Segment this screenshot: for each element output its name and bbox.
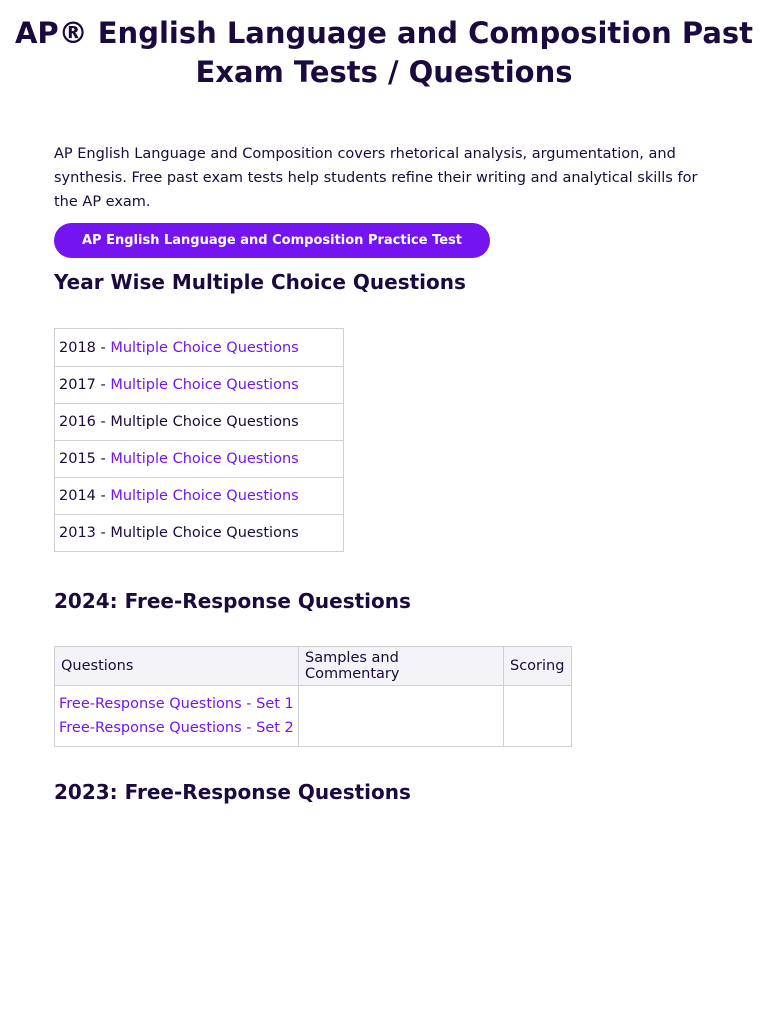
table-row: [55, 441, 344, 478]
year-label: 2016 -: [59, 414, 111, 430]
table-row: [55, 367, 344, 404]
frq-2023-heading: 2023: Free-Response Questions: [54, 780, 411, 804]
table-header-row: [55, 647, 572, 686]
frq-samples-cell: [299, 686, 504, 747]
year-label: 2018 -: [59, 339, 111, 356]
mcq-cell-2014: [55, 478, 344, 515]
table-row: [55, 404, 344, 441]
mcq-section-heading: Year Wise Multiple Choice Questions: [54, 270, 466, 294]
year-label: 2014 -: [59, 488, 111, 504]
table-row: [55, 515, 344, 552]
mcq-year-table: [54, 328, 344, 552]
column-header-samples: Samples and Commentary: [299, 647, 504, 686]
column-header-scoring: Scoring: [504, 647, 572, 686]
frq-scoring-cell: [504, 686, 572, 747]
mcq-cell-2018: [55, 329, 344, 367]
mcq-text-2016: Multiple Choice Questions: [110, 414, 299, 430]
frq-questions-cell: [55, 686, 299, 747]
year-label: 2015 -: [59, 451, 111, 467]
year-label: 2013 -: [59, 525, 111, 541]
mcq-link-2017[interactable]: Multiple Choice Questions: [110, 377, 299, 393]
frq-set-2-link[interactable]: Free-Response Questions - Set 2: [59, 720, 294, 736]
mcq-link-2018[interactable]: Multiple Choice Questions: [110, 339, 299, 356]
mcq-cell-2016: [55, 404, 344, 441]
table-row: [55, 329, 344, 367]
mcq-cell-2013: [55, 515, 344, 552]
mcq-cell-2015: [55, 441, 344, 478]
table-row: [55, 478, 344, 515]
year-label: 2017 -: [59, 377, 111, 393]
table-row: [55, 686, 572, 747]
column-header-questions: Questions: [55, 647, 299, 686]
mcq-link-2015[interactable]: Multiple Choice Questions: [110, 451, 299, 467]
frq-2024-heading: 2024: Free-Response Questions: [54, 589, 411, 613]
practice-test-button[interactable]: AP English Language and Composition Practice Test: [54, 223, 490, 258]
frq-2024-table: [54, 646, 572, 747]
mcq-text-2013: Multiple Choice Questions: [110, 525, 299, 541]
mcq-link-2014[interactable]: Multiple Choice Questions: [110, 488, 299, 504]
mcq-cell-2017: [55, 367, 344, 404]
frq-set-1-link[interactable]: Free-Response Questions - Set 1: [59, 696, 294, 712]
intro-paragraph: AP English Language and Composition covers rhetorical analysis, argumentation, and synthesis. Free past exam tests help students refine their writing and analytical skills for the AP exam.: [54, 146, 698, 210]
page-title: AP® English Language and Composition Past Exam Tests / Questions: [14, 16, 754, 89]
